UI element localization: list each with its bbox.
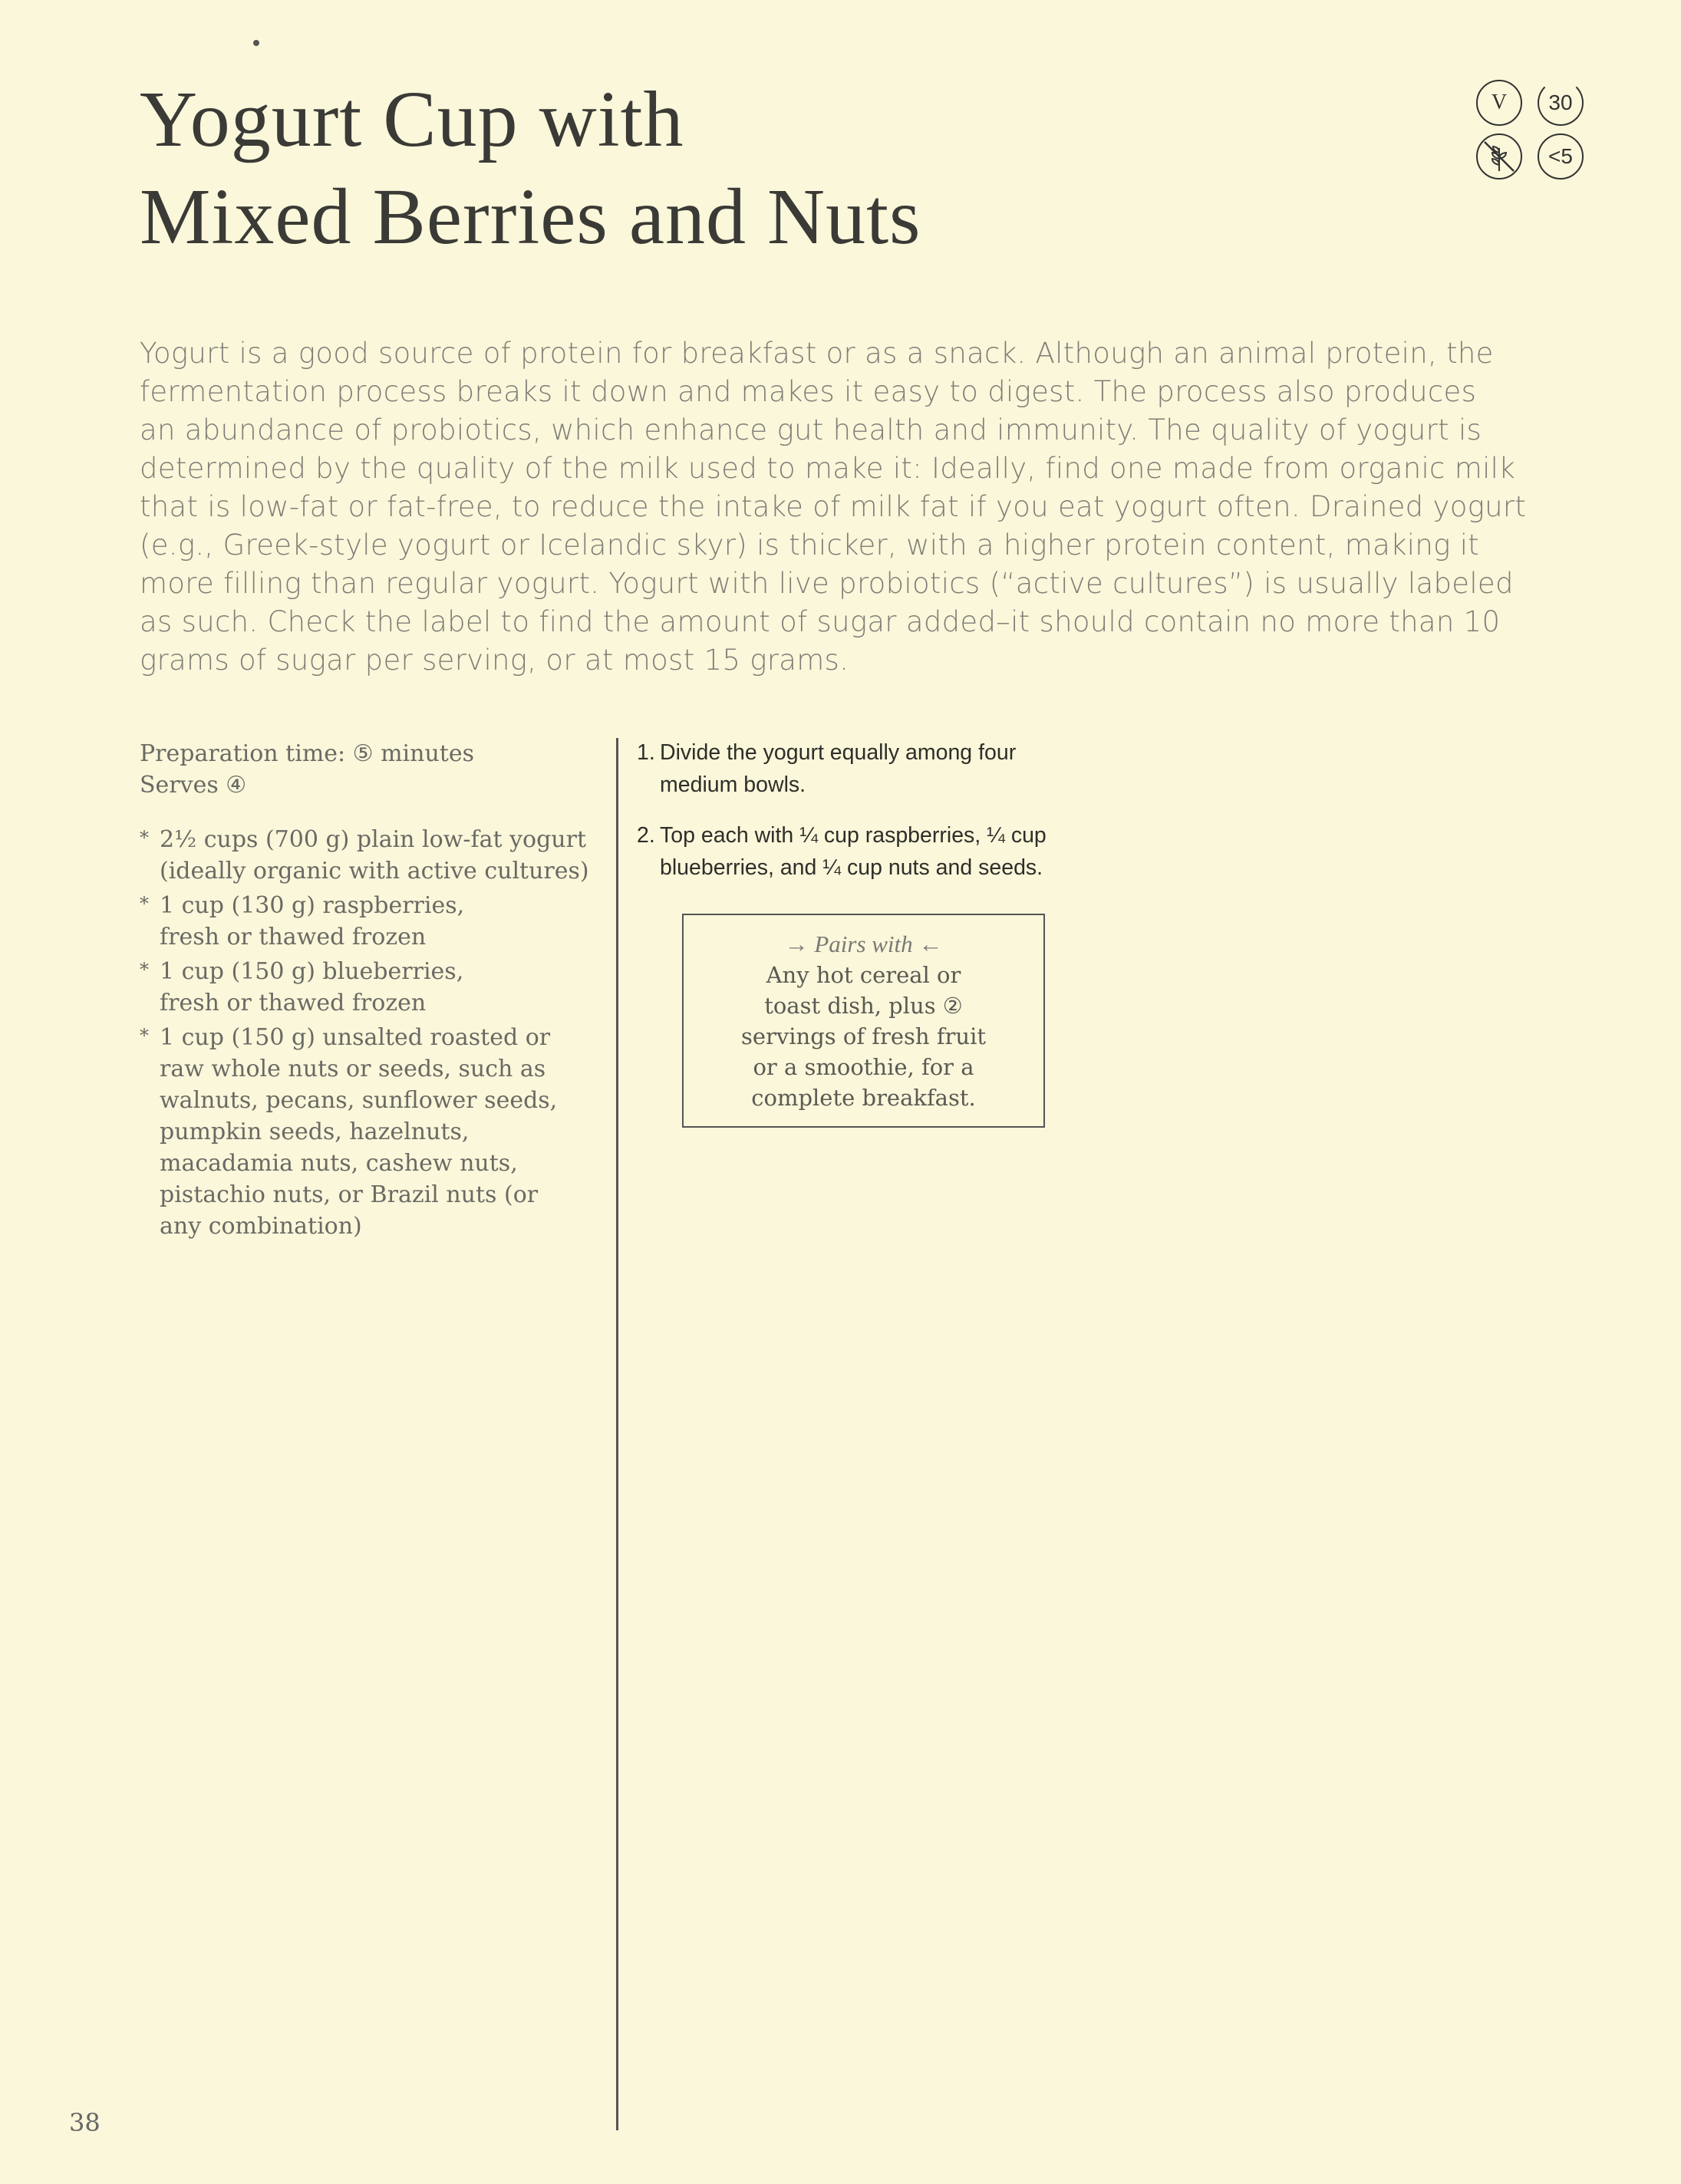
gluten-free-icon xyxy=(1476,133,1522,180)
ingredient-item: * 2½ cups (700 g) plain low-fat yogurt (ideally organic with active cultures) xyxy=(140,824,612,887)
intro-line: more filling than regular yogurt. Yogurt with live probiotics (“active cultures”) is usually labeled xyxy=(140,567,1514,600)
pairs-line: servings of fresh fruit xyxy=(740,1023,987,1049)
title-line: Mixed Berries and Nuts xyxy=(140,173,921,261)
ingredients-column xyxy=(140,738,600,1245)
pairs-line: or a smoothie, for a xyxy=(753,1054,974,1080)
method-steps xyxy=(637,736,1097,902)
step-text: Divide the yogurt equally among four medium bowls. xyxy=(660,740,1017,797)
page-number: 38 xyxy=(69,2108,101,2137)
intro-line: determined by the quality of the milk used to make it: Ideally, find one made from organic milk xyxy=(140,452,1515,485)
time-label: 30 xyxy=(1548,91,1573,114)
ingredient-item: * 1 cup (130 g) raspberries, fresh or thawed frozen xyxy=(140,890,528,953)
recipe-title xyxy=(140,71,921,265)
intro-line: that is low-fat or fat-free, to reduce the intake of milk fat if you eat yogurt often. Drained yogurt xyxy=(140,490,1527,523)
pairs-with-box xyxy=(682,914,1045,1128)
step-number: 2. xyxy=(637,823,655,848)
ingredients-count-label: <5 xyxy=(1548,144,1573,168)
recipe-meta xyxy=(140,738,600,801)
pairs-line: toast dish, plus ② xyxy=(764,993,963,1019)
ingredient-list xyxy=(140,824,600,1242)
vegetarian-icon xyxy=(1476,80,1522,126)
timer-30-icon xyxy=(1538,80,1584,126)
intro-line: an abundance of probiotics, which enhance gut health and immunity. The quality of yogurt is xyxy=(140,413,1482,446)
title-line: Yogurt Cup with xyxy=(140,75,684,163)
intro-line: Yogurt is a good source of protein for breakfast or as a snack. Although an animal protein, the xyxy=(140,337,1494,370)
pairs-line: complete breakfast. xyxy=(751,1085,976,1111)
step-text: Top each with ¼ cup raspberries, ¼ cup blueberries, and ¼ cup nuts and seeds. xyxy=(660,823,1047,880)
column-divider xyxy=(616,738,618,2130)
ingredient-item: * 1 cup (150 g) blueberries, fresh or thawed frozen xyxy=(140,956,528,1019)
intro-line: as such. Check the label to find the amount of sugar added–it should contain no more than 10 xyxy=(140,605,1501,638)
ingredient-item: * 1 cup (150 g) unsalted roasted or raw whole nuts or seeds, such as walnuts, pecans, sunflower seeds, pumpkin seeds, hazelnuts, macadamia nuts, cashew nuts, pistachio nuts, or Brazil nuts (or any combination) xyxy=(140,1022,574,1242)
few-ingredients-icon xyxy=(1538,133,1584,180)
intro-paragraph xyxy=(140,334,1597,680)
pairs-with-heading: → Pairs with ← xyxy=(784,931,943,957)
intro-line: grams of sugar per serving, or at most 15 grams. xyxy=(140,644,849,677)
diet-badges xyxy=(1475,75,1590,183)
prep-time: Preparation time: ⑤ minutes xyxy=(140,740,474,767)
intro-line: (e.g., Greek-style yogurt or Icelandic skyr) is thicker, with a higher protein content, making it xyxy=(140,529,1480,562)
step-number: 1. xyxy=(637,740,655,765)
vegetarian-label: V xyxy=(1491,91,1508,114)
step-item xyxy=(637,819,1097,884)
speck xyxy=(253,40,259,46)
intro-line: fermentation process breaks it down and makes it easy to digest. The process also produces xyxy=(140,375,1477,408)
step-item xyxy=(637,736,1097,801)
serves: Serves ④ xyxy=(140,772,247,799)
pairs-line: Any hot cereal or xyxy=(766,962,961,988)
